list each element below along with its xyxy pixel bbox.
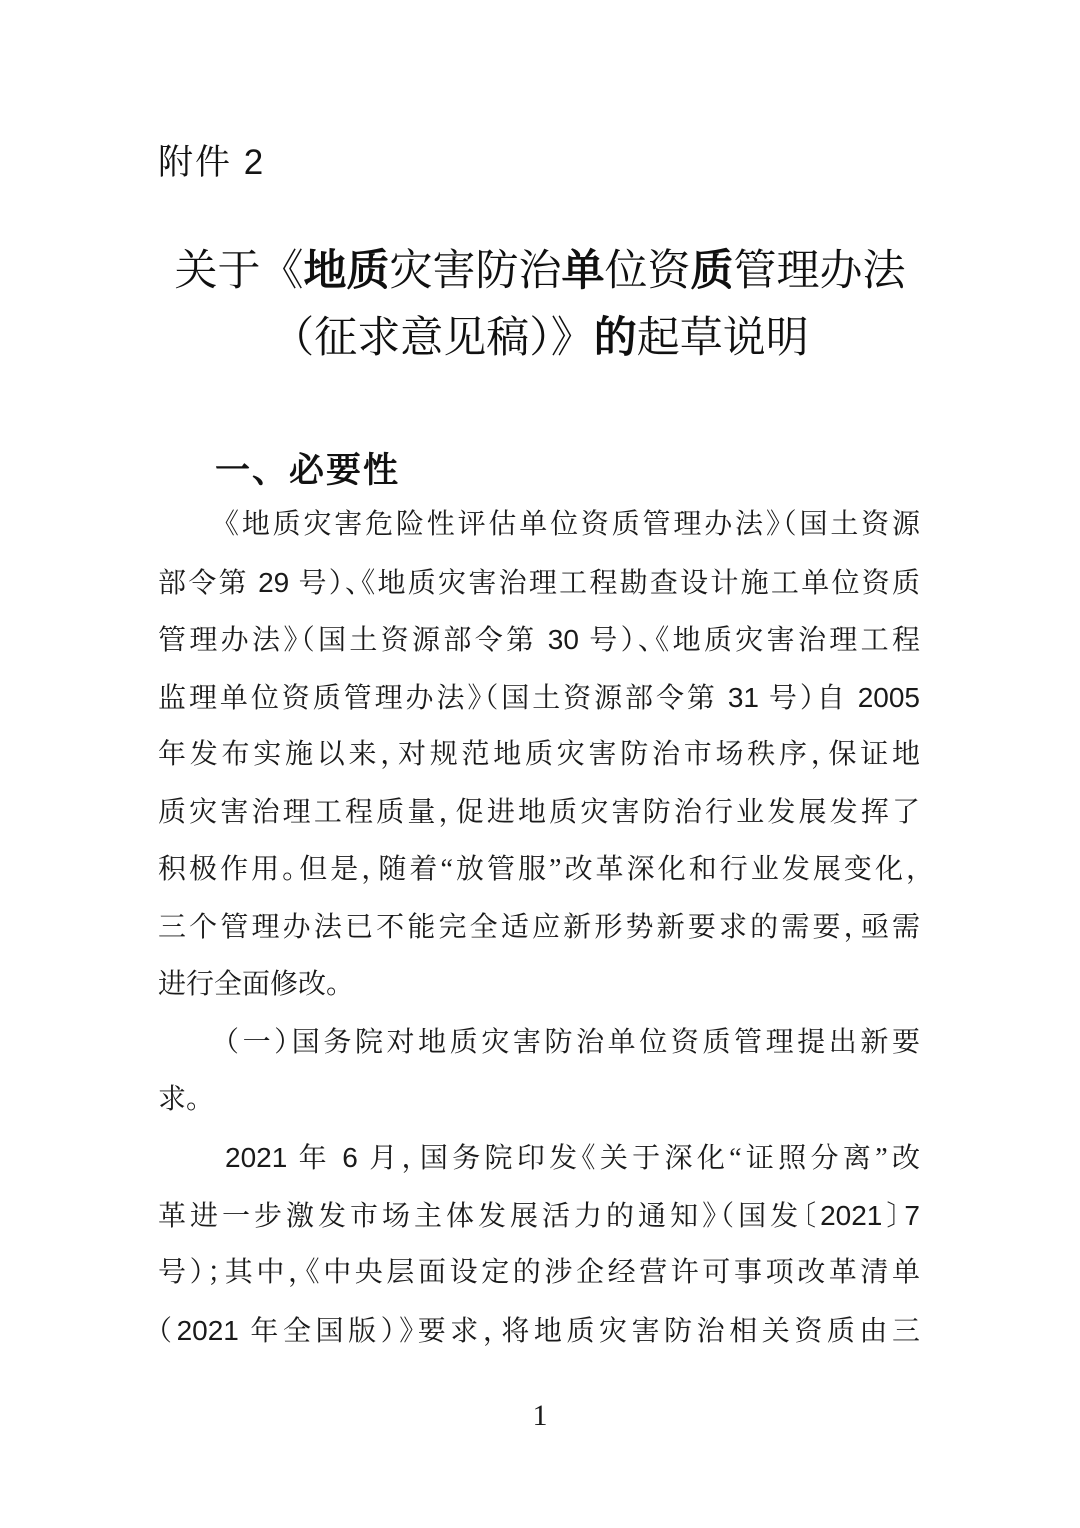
document-body [158,496,920,1359]
numeral: 29 [258,566,290,598]
numeral: 2005 [857,681,920,713]
title-segment: 管理办法 [733,248,906,295]
numeral: 30 [547,624,579,656]
title-segment: 位资 [604,248,691,295]
attachment-label: 附件 2 [158,143,266,182]
title-segment: 的 [593,315,637,362]
paragraph-line: 积极作用。但是，随着“放管服”改革深化和行业发展变化， [158,854,920,886]
page-number: 1 [532,1399,548,1432]
paragraph-line: 革进一步激发市场主体发展活力的通知》（国发〔2021〕7 [158,1199,920,1232]
paragraph-line: 部令第 29 号）、《地质灾害治理工程勘查设计施工单位资质 [158,566,920,599]
paragraph-line: 年发布实施以来，对规范地质灾害防治市场秩序，保证地 [158,739,920,771]
paragraph-line: 三个管理办法已不能完全适应新形势新要求的需要，亟需 [158,911,920,943]
paragraph-line: 求。 [158,1084,201,1116]
title-line-1 [0,238,1080,305]
paragraph [158,1014,920,1129]
title-line-2 [0,305,1080,372]
numeral: 6 [342,1142,358,1174]
paragraph-line: 质灾害治理工程质量，促进地质灾害防治行业发展发挥了 [158,796,920,828]
title-segment: 灾害防治 [389,248,562,295]
title-segment: 关于《 [174,248,304,295]
section-heading: 一、必要性 [215,451,401,490]
paragraph [158,1129,920,1359]
paragraph-line: 2021 年 6 月，国务院印发《关于深化“证照分离”改 [225,1142,920,1175]
paragraph-line: （2021 年全国版）》要求，将地质灾害防治相关资质由三 [158,1314,920,1347]
paragraph-line: 管理办法》（国土资源部令第 30 号）、《地质灾害治理工程 [158,624,920,657]
title-segment: 单 [561,248,605,295]
numeral: 31 [727,681,759,713]
paragraph-line: 《地质灾害危险性评估单位资质管理办法》（国土资源 [225,509,920,540]
paragraph-line: 监理单位资质管理办法》（国土资源部令第 31 号）自 2005 [158,681,920,714]
numeral: 2021 [176,1314,239,1346]
numeral: 2021 [820,1199,883,1231]
title-segment: 起草说明 [636,315,809,362]
title-segment: （征求意见稿）》 [271,315,594,362]
paragraph [158,496,920,1014]
paragraph-line: 进行全面修改。 [158,969,341,1001]
document-title [0,238,1080,372]
title-segment: 地质 [303,248,390,295]
paragraph-line: （一）国务院对地质灾害防治单位资质管理提出新要 [225,1026,920,1058]
paragraph-line: 号）；其中，《中央层面设定的涉企经营许可事项改革清单 [158,1257,920,1289]
numeral: 2021 [225,1142,288,1174]
title-segment: 质 [690,248,734,295]
numeral: 7 [904,1199,920,1231]
